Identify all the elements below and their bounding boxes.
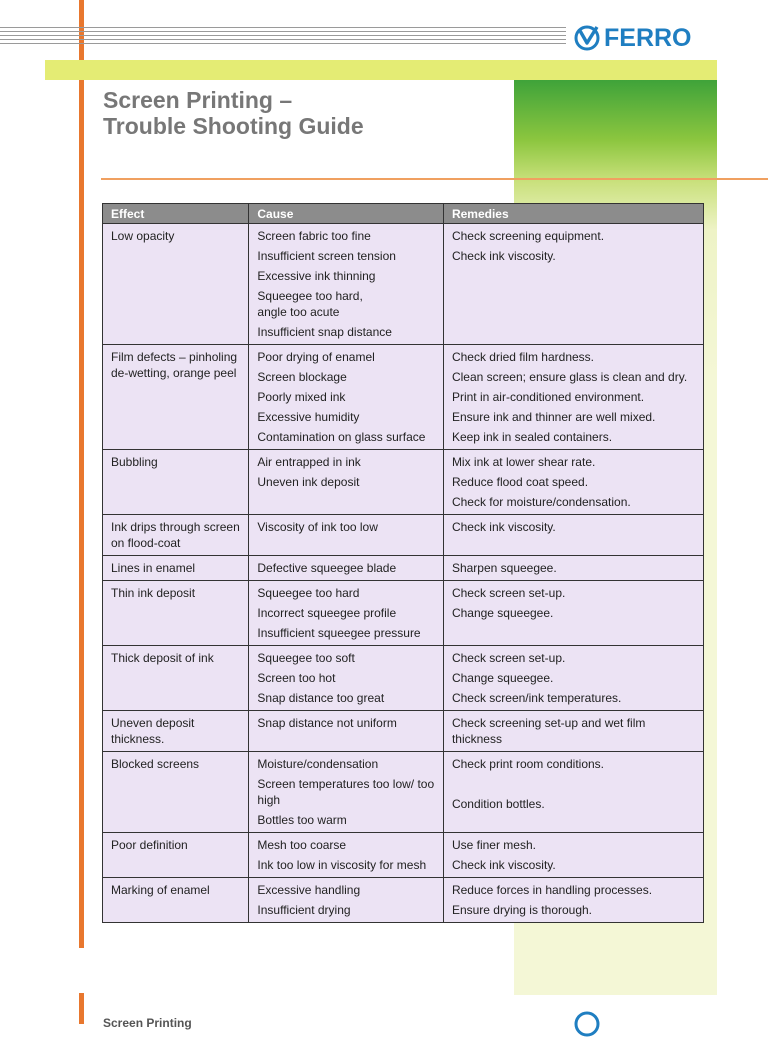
cause-cell bbox=[249, 752, 444, 833]
remedies-line: Use finer mesh. bbox=[451, 838, 536, 852]
ferro-checkmark-icon bbox=[574, 25, 600, 51]
effect-cell bbox=[103, 646, 249, 711]
remedies-line: Reduce forces in handling processes. bbox=[451, 883, 653, 897]
remedies-cell bbox=[443, 752, 703, 833]
remedies-cell bbox=[443, 224, 703, 345]
cause-line: Insufficient squeegee pressure bbox=[257, 626, 421, 640]
effect-cell bbox=[103, 752, 249, 833]
cause-line: Viscosity of ink too low bbox=[257, 520, 378, 534]
cause-cell bbox=[249, 515, 444, 556]
remedies-line: Clean screen; ensure glass is clean and dry. bbox=[451, 370, 688, 384]
effect-cell bbox=[103, 556, 249, 581]
remedies-line: Check print room conditions. bbox=[451, 757, 605, 771]
table-header-row bbox=[103, 204, 704, 224]
page-title bbox=[103, 87, 364, 139]
header-lines bbox=[0, 27, 566, 47]
ferro-wordmark: FERRO bbox=[604, 23, 692, 52]
remedies-cell bbox=[443, 878, 703, 923]
cause-cell bbox=[249, 556, 444, 581]
remedies-line: Condition bottles. bbox=[451, 797, 545, 811]
cause-cell bbox=[249, 581, 444, 646]
table-row bbox=[103, 646, 704, 711]
footer-title: Screen Printing bbox=[103, 1016, 192, 1030]
table-body bbox=[103, 224, 704, 923]
effect-cell bbox=[103, 833, 249, 878]
remedies-cell bbox=[443, 515, 703, 556]
cause-line: Excessive ink thinning bbox=[257, 269, 376, 283]
remedies-line: Check screen set-up. bbox=[451, 586, 566, 600]
remedies-line: Check screening set-up and wet film thickness bbox=[451, 716, 646, 746]
cause-line: Snap distance not uniform bbox=[257, 716, 397, 730]
cause-line: Poorly mixed ink bbox=[257, 390, 346, 404]
remedies-line: Change squeegee. bbox=[451, 606, 554, 620]
cause-cell bbox=[249, 646, 444, 711]
remedies-line: Check ink viscosity. bbox=[451, 520, 556, 534]
remedies-line: Sharpen squeegee. bbox=[451, 561, 557, 575]
remedies-cell bbox=[443, 581, 703, 646]
remedies-line: Reduce flood coat speed. bbox=[451, 475, 589, 489]
ferro-checkmark-icon bbox=[574, 1011, 600, 1037]
remedies-cell bbox=[443, 556, 703, 581]
cause-line: Moisture/condensation bbox=[257, 757, 379, 771]
cause-line: Snap distance too great bbox=[257, 691, 385, 705]
cause-line: Air entrapped in ink bbox=[257, 455, 361, 469]
effect-line: Low opacity bbox=[111, 229, 175, 243]
effect-line: Lines in enamel bbox=[111, 561, 196, 575]
cause-line: Squeegee too soft bbox=[257, 651, 355, 665]
page-title-line-1: Screen Printing – bbox=[103, 87, 293, 113]
effect-line: Poor definition bbox=[111, 838, 188, 852]
cause-line: Insufficient snap distance bbox=[257, 325, 392, 339]
title-divider bbox=[101, 178, 768, 180]
table-row bbox=[103, 878, 704, 923]
cause-line: Contamination on glass surface bbox=[257, 430, 426, 444]
effect-line: Blocked screens bbox=[111, 757, 200, 771]
cause-line: Mesh too coarse bbox=[257, 838, 347, 852]
effect-line: Thin ink deposit bbox=[111, 586, 196, 600]
effect-line: Bubbling bbox=[111, 455, 158, 469]
table-row bbox=[103, 833, 704, 878]
effect-cell bbox=[103, 515, 249, 556]
cause-line: Screen fabric too fine bbox=[257, 229, 371, 243]
remedies-cell bbox=[443, 646, 703, 711]
effect-line: Film defects – pinholing de-wetting, orange peel bbox=[111, 350, 238, 380]
remedies-cell bbox=[443, 345, 703, 450]
table-row bbox=[103, 581, 704, 646]
trouble-shooting-table bbox=[102, 203, 704, 923]
table-row bbox=[103, 450, 704, 515]
cause-line: Screen blockage bbox=[257, 370, 347, 384]
page-title-line-2: Trouble Shooting Guide bbox=[103, 113, 364, 139]
effect-line: Marking of enamel bbox=[111, 883, 210, 897]
remedies-line: Check screen/ink temperatures. bbox=[451, 691, 622, 705]
effect-cell bbox=[103, 711, 249, 752]
remedies-cell bbox=[443, 833, 703, 878]
remedies-line bbox=[452, 776, 695, 792]
cause-line: Screen too hot bbox=[257, 671, 336, 685]
effect-line: Ink drips through screen on flood-coat bbox=[111, 520, 240, 550]
remedies-line: Ensure drying is thorough. bbox=[451, 903, 593, 917]
cause-line: Uneven ink deposit bbox=[257, 475, 360, 489]
cause-line: Screen temperatures too low/ too high bbox=[257, 777, 435, 807]
orange-vertical-rule bbox=[79, 0, 84, 948]
remedies-line: Ensure ink and thinner are well mixed. bbox=[451, 410, 656, 424]
remedies-line: Keep ink in sealed containers. bbox=[451, 430, 613, 444]
cause-cell bbox=[249, 833, 444, 878]
cause-cell bbox=[249, 224, 444, 345]
remedies-line: Check ink viscosity. bbox=[451, 858, 556, 872]
cause-cell bbox=[249, 711, 444, 752]
table-row bbox=[103, 515, 704, 556]
effect-line: Thick deposit of ink bbox=[111, 651, 214, 665]
cause-line: Excessive humidity bbox=[257, 410, 360, 424]
cause-cell bbox=[249, 450, 444, 515]
remedies-line: Check screen set-up. bbox=[451, 651, 566, 665]
table-row bbox=[103, 345, 704, 450]
remedies-line: Change squeegee. bbox=[451, 671, 554, 685]
effect-cell bbox=[103, 224, 249, 345]
effect-cell bbox=[103, 345, 249, 450]
orange-vertical-rule-next-page bbox=[79, 993, 84, 1024]
cause-line: Insufficient drying bbox=[257, 903, 351, 917]
cause-cell bbox=[249, 345, 444, 450]
remedies-line: Check dried film hardness. bbox=[451, 350, 594, 364]
cause-line: Ink too low in viscosity for mesh bbox=[257, 858, 427, 872]
table-row bbox=[103, 224, 704, 345]
cause-line: Squeegee too hard, angle too acute bbox=[257, 289, 363, 319]
remedies-line: Check for moisture/condensation. bbox=[451, 495, 631, 509]
cause-line: Bottles too warm bbox=[257, 813, 347, 827]
column-header-cause: Cause bbox=[249, 204, 444, 224]
ferro-logo bbox=[574, 24, 692, 52]
table-row bbox=[103, 711, 704, 752]
cause-cell bbox=[249, 878, 444, 923]
ferro-logo-bottom bbox=[574, 1012, 600, 1036]
remedies-cell bbox=[443, 450, 703, 515]
cause-line: Squeegee too hard bbox=[257, 586, 360, 600]
effect-cell bbox=[103, 581, 249, 646]
remedies-cell bbox=[443, 711, 703, 752]
remedies-line: Check ink viscosity. bbox=[451, 249, 556, 263]
remedies-line: Print in air-conditioned environment. bbox=[451, 390, 645, 404]
cause-line: Poor drying of enamel bbox=[257, 350, 375, 364]
cause-line: Insufficient screen tension bbox=[257, 249, 396, 263]
remedies-line: Mix ink at lower shear rate. bbox=[451, 455, 596, 469]
table-row bbox=[103, 752, 704, 833]
column-header-effect: Effect bbox=[103, 204, 249, 224]
effect-cell bbox=[103, 878, 249, 923]
effect-line: Uneven deposit thickness. bbox=[111, 716, 195, 746]
cause-line: Incorrect squeegee profile bbox=[257, 606, 397, 620]
yellow-band bbox=[45, 60, 717, 80]
effect-cell bbox=[103, 450, 249, 515]
cause-line: Defective squeegee blade bbox=[257, 561, 397, 575]
cause-line: Excessive handling bbox=[257, 883, 361, 897]
column-header-remedies: Remedies bbox=[443, 204, 703, 224]
table-row bbox=[103, 556, 704, 581]
remedies-line: Check screening equipment. bbox=[451, 229, 605, 243]
